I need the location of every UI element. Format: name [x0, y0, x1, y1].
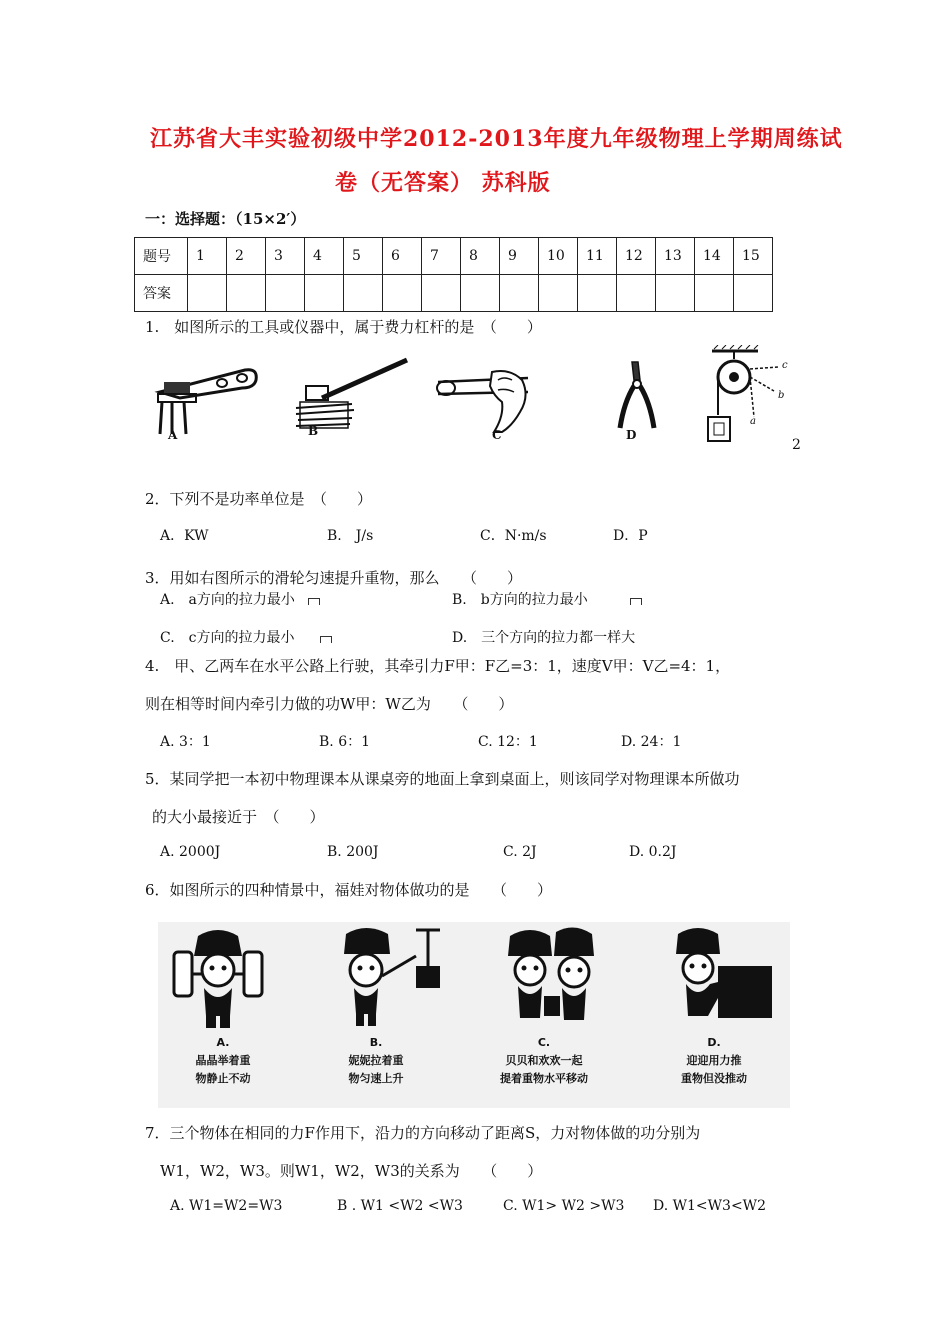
q2-option-b: B. J/s	[327, 528, 374, 544]
answer-cell[interactable]	[383, 275, 422, 312]
table-cell: 5	[344, 238, 383, 275]
q3-option-c: C. c方向的拉力最小	[160, 630, 295, 646]
figure-label-c: C	[492, 428, 502, 442]
panel-b-letter: B.	[369, 1036, 383, 1049]
q7-option-b: B . W1 <W2 <W3	[337, 1198, 463, 1214]
q2-option-a: A．KW	[160, 528, 209, 544]
panel-d-caption-1: 迎迎用力推	[686, 1054, 742, 1067]
side-number: 2	[792, 437, 801, 453]
answer-cell[interactable]	[734, 275, 773, 312]
table-cell: 10	[539, 238, 578, 275]
table-cell: 15	[734, 238, 773, 275]
title-line-2: 卷（无答案） 苏科版	[335, 170, 551, 196]
table-cell: 1	[188, 238, 227, 275]
table-cell: 4	[305, 238, 344, 275]
figure-d-pliers	[612, 358, 662, 438]
panel-c-caption-2: 提着重物水平移动	[500, 1072, 588, 1085]
question-6: 6．如图所示的四种情景中，福娃对物体做功的是 （ ）	[145, 881, 553, 899]
answer-cell[interactable]	[500, 275, 539, 312]
q4-option-c: C. 12：1	[478, 734, 538, 750]
question-5-line-2: 的大小最接近于 （ ）	[152, 808, 325, 826]
q3-option-a: A. a方向的拉力最小	[160, 592, 295, 608]
question-3: 3．用如右图所示的滑轮匀速提升重物，那么 （ ）	[145, 569, 523, 587]
table-row-label: 答案	[135, 275, 188, 312]
title-line-1: 江苏省大丰实验初级中学2012-2013年度九年级物理上学期周练试	[150, 126, 843, 152]
answer-cell[interactable]	[422, 275, 461, 312]
q3-option-d: D. 三个方向的拉力都一样大	[452, 630, 636, 646]
q7-option-d: D. W1<W3<W2	[653, 1198, 766, 1214]
answer-cell[interactable]	[578, 275, 617, 312]
answer-cell[interactable]	[539, 275, 578, 312]
panel-a-caption-1: 晶晶举着重	[195, 1054, 251, 1067]
q7-option-c: C. W1> W2 >W3	[503, 1198, 625, 1214]
figure-c-chopsticks	[432, 366, 532, 436]
question-7: 7．三个物体在相同的力F作用下，沿力的方向移动了距离S，力对物体做的功分别为	[145, 1124, 701, 1142]
q5-option-b: B. 200J	[327, 844, 379, 860]
q5-option-d: D. 0.2J	[629, 844, 677, 860]
table-cell: 2	[227, 238, 266, 275]
answer-table	[134, 237, 773, 312]
figure-label-d: D	[626, 428, 637, 442]
section-heading: 一：选择题：（15×2′）	[145, 210, 306, 228]
question-4-line-2: 则在相等时间内牵引力做的功W甲：W乙为 （ ）	[145, 695, 514, 713]
table-row-label: 题号	[135, 238, 188, 275]
answer-cell[interactable]	[227, 275, 266, 312]
panel-c-letter: C.	[537, 1036, 551, 1049]
placeholder-mark	[320, 636, 332, 643]
panel-c-caption-1: 贝贝和欢欢一起	[505, 1054, 583, 1067]
placeholder-mark	[308, 598, 320, 605]
answer-cell[interactable]	[656, 275, 695, 312]
q2-option-d: D．P	[613, 528, 648, 544]
question-5: 5．某同学把一本初中物理课本从课桌旁的地面上拿到桌面上，则该同学对物理课本所做功	[145, 770, 740, 788]
figure-a-opener	[150, 362, 260, 444]
q5-option-c: C. 2J	[503, 844, 537, 860]
answer-cell[interactable]	[266, 275, 305, 312]
fuwa-panel-b	[316, 922, 474, 1108]
pulley-label-c: c	[782, 360, 788, 371]
table-cell: 13	[656, 238, 695, 275]
panel-a-letter: A.	[216, 1036, 230, 1049]
q7-option-a: A. W1=W2=W3	[170, 1198, 283, 1214]
table-row	[135, 275, 773, 312]
table-cell: 3	[266, 238, 305, 275]
fuwa-panel-c	[474, 922, 644, 1108]
q4-option-a: A. 3：1	[160, 734, 211, 750]
q2-option-c: C．N·m/s	[480, 528, 547, 544]
table-cell: 7	[422, 238, 461, 275]
panel-b-caption-2: 物匀速上升	[348, 1072, 404, 1085]
panel-d-letter: D.	[707, 1036, 721, 1049]
pulley-label-b: b	[778, 390, 785, 401]
q4-option-b: B. 6：1	[319, 734, 371, 750]
fuwa-panel-d	[644, 922, 790, 1108]
answer-cell[interactable]	[305, 275, 344, 312]
placeholder-mark	[630, 598, 642, 605]
answer-cell[interactable]	[695, 275, 734, 312]
answer-cell[interactable]	[461, 275, 500, 312]
table-cell: 14	[695, 238, 734, 275]
panel-b-caption-1: 妮妮拉着重	[348, 1054, 404, 1067]
table-cell: 9	[500, 238, 539, 275]
figure-label-b: B	[308, 424, 319, 438]
question-2: 2．下列不是功率单位是 （ ）	[145, 490, 373, 508]
table-cell: 8	[461, 238, 500, 275]
answer-cell[interactable]	[617, 275, 656, 312]
table-cell: 6	[383, 238, 422, 275]
fuwa-panel-a	[158, 922, 316, 1108]
question-1: 1. 如图所示的工具或仪器中，属于费力杠杆的是 （ ）	[145, 318, 542, 336]
figure-label-a: A	[168, 428, 178, 442]
q5-option-a: A. 2000J	[160, 844, 221, 860]
panel-a-caption-2: 物静止不动	[195, 1072, 251, 1085]
q4-option-d: D. 24：1	[621, 734, 682, 750]
answer-cell[interactable]	[344, 275, 383, 312]
table-row	[135, 238, 773, 275]
fuwa-figure	[158, 922, 790, 1108]
question-7-line-2: W1，W2，W3。则W1，W2，W3的关系为 （ ）	[160, 1162, 543, 1180]
table-cell: 11	[578, 238, 617, 275]
q3-option-b: B. b方向的拉力最小	[452, 592, 588, 608]
table-cell: 12	[617, 238, 656, 275]
question-4: 4. 甲、乙两车在水平公路上行驶，其牵引力F甲：F乙=3：1，速度V甲：V乙=4：1，	[145, 657, 731, 675]
pulley-label-a: a	[750, 416, 756, 427]
answer-cell[interactable]	[188, 275, 227, 312]
panel-d-caption-2: 重物但没推动	[681, 1072, 747, 1085]
